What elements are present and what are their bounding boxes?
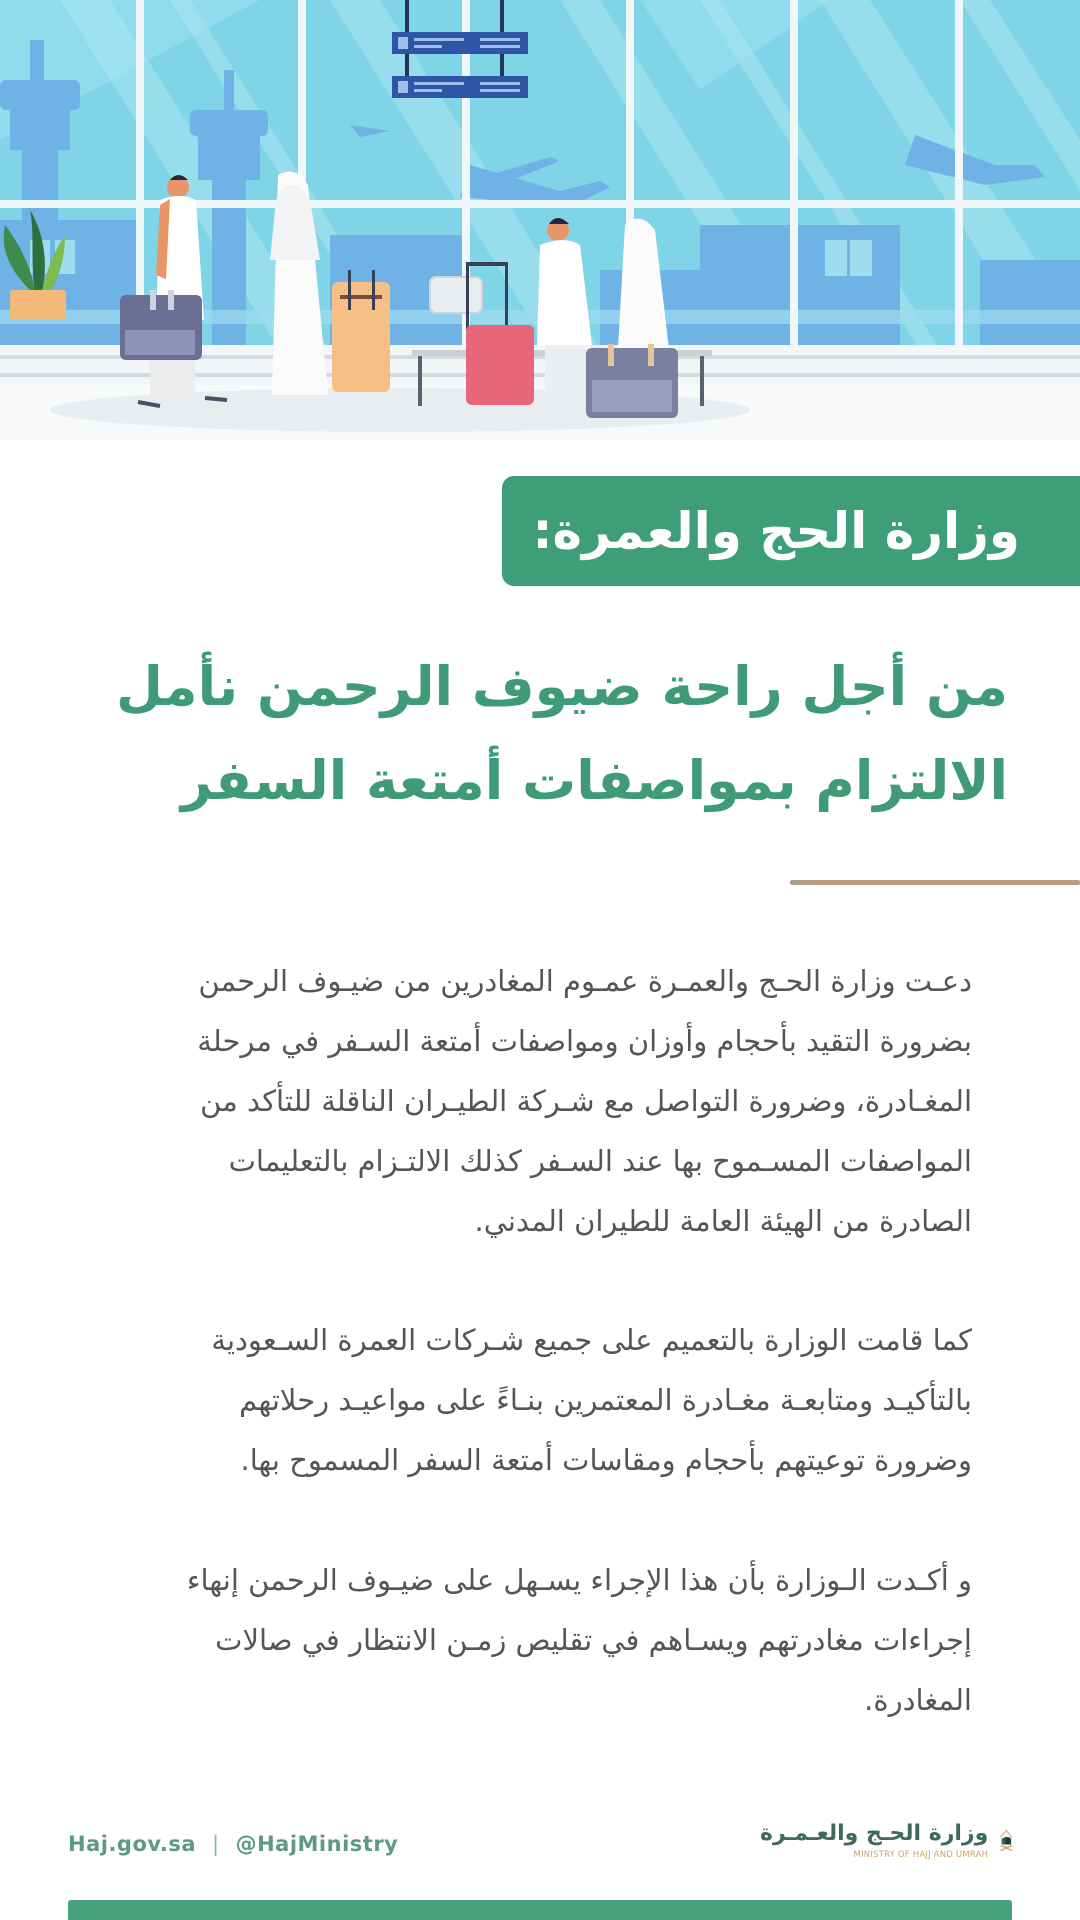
paragraph-line: بضرورة التقيد بأحجام وأوزان ومواصفات أمتعة السـفر في مرحلة: [197, 1024, 972, 1058]
hero-illustration: [0, 0, 1080, 440]
paragraph-line: المغـادرة، وضرورة التواصل مع شـركة الطيـران الناقلة للتأكد من: [200, 1084, 972, 1118]
paragraph-line: كما قامت الوزارة بالتعميم على جميع شـركات العمرة السـعودية: [211, 1323, 972, 1357]
airport-terminal-illustration: [0, 0, 1080, 440]
headline-line-1: من أجل راحة ضيوف الرحمن نأمل: [115, 655, 1008, 718]
title-banner: [502, 476, 1080, 586]
section-divider: [790, 880, 1080, 885]
paragraph-line: الصادرة من الهيئة العامة للطيران المدني.: [474, 1204, 972, 1238]
headline: [108, 640, 1008, 828]
logo-text: [760, 1820, 988, 1860]
kaaba-emblem-icon: [998, 1801, 1015, 1879]
paragraph-2: [92, 1310, 972, 1490]
paragraph-line: دعـت وزارة الحـج والعمـرة عمـوم المغادرين من ضيـوف الرحمن: [198, 964, 972, 998]
logo-english-name: MINISTRY OF HAJJ AND UMRAH: [853, 1850, 989, 1860]
paragraph-3: [92, 1550, 972, 1730]
ministry-logo: [760, 1800, 1015, 1880]
website-link[interactable]: Haj.gov.sa: [68, 1832, 197, 1856]
paragraph-line: بالتأكيـد ومتابعـة مغـادرة المعتمرين بنـاءً على مواعيـد رحلاتهم: [239, 1383, 972, 1417]
paragraph-line: المواصفات المسـموح بها عند السـفر كذلك الالتـزام بالتعليمات: [228, 1144, 972, 1178]
paragraph-line: المغادرة.: [864, 1683, 972, 1717]
paragraph-1: [92, 951, 972, 1251]
paragraph-line: إجراءات مغادرتهم ويسـاهم في تقليص زمـن الانتظار في صالات: [215, 1623, 972, 1657]
paragraph-line: و أكـدت الـوزارة بأن هذا الإجراء يسـهل على ضيـوف الرحمن إنهاء: [186, 1563, 972, 1597]
social-handle-link[interactable]: @HajMinistry: [235, 1832, 399, 1856]
banner-title: وزارة الحج والعمرة:: [532, 502, 1020, 560]
footer-separator: |: [212, 1832, 220, 1856]
headline-line-2: الالتزام بمواصفات أمتعة السفر: [181, 749, 1008, 812]
logo-arabic-name: وزارة الحـج والعـمـرة: [760, 1821, 989, 1846]
paragraph-line: وضرورة توعيتهم بأحجام ومقاسات أمتعة السفر المسموح بها.: [240, 1443, 972, 1477]
footer-links: [68, 1832, 398, 1856]
footer-bar: [68, 1900, 1012, 1920]
